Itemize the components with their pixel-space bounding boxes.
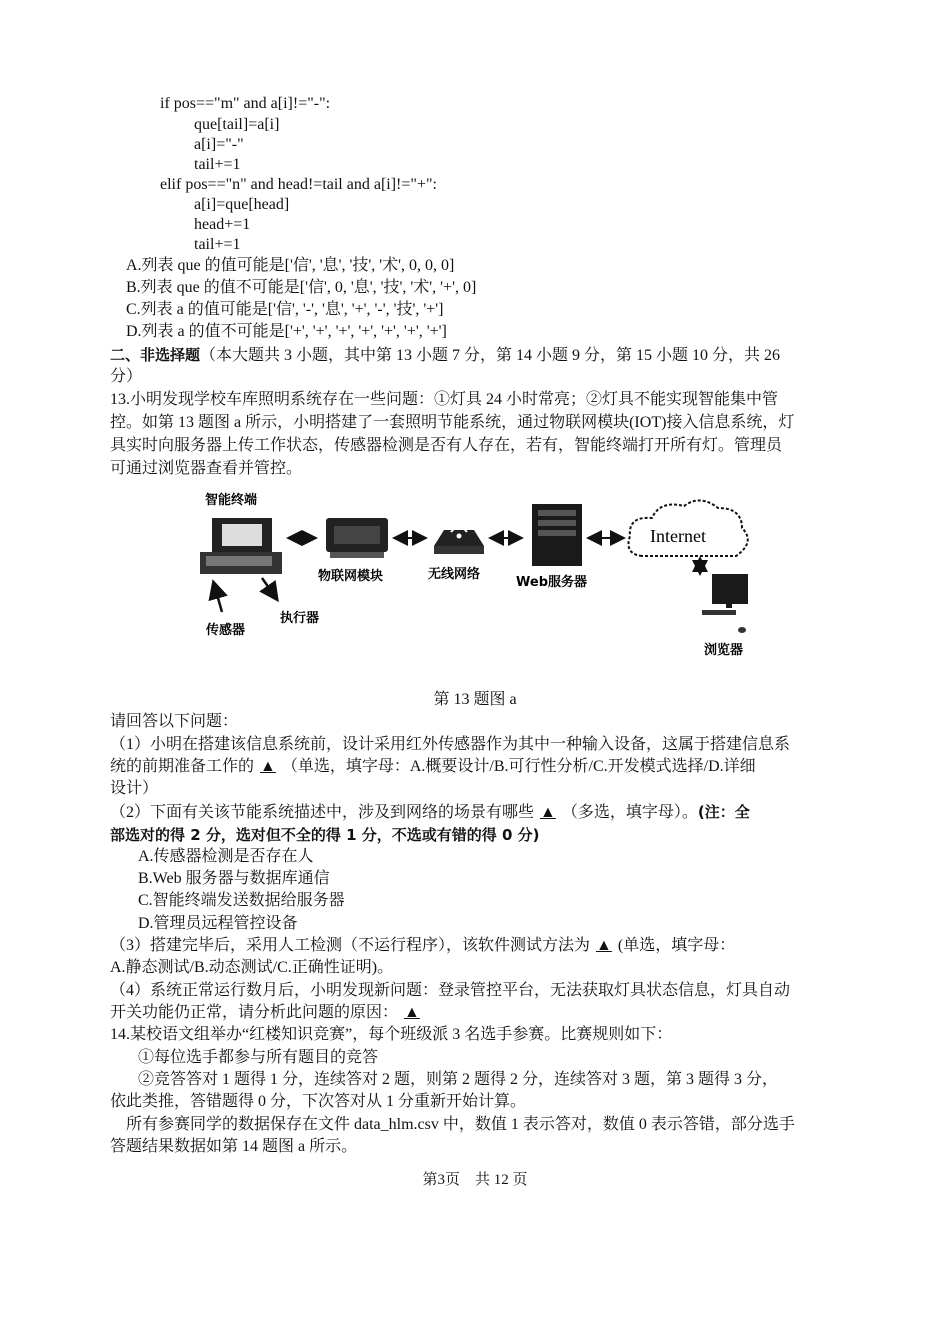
- code-line-7: head+=1: [194, 216, 251, 233]
- code-line-2: que[tail]=a[i]: [194, 116, 280, 133]
- q2-line1: [110, 802, 750, 823]
- q3-text-a: （3）搭建完毕后，采用人工检测（不运行程序），该软件测试方法为: [110, 937, 591, 954]
- sensor-arrow: [214, 584, 222, 612]
- label-wireless: 无线网络: [428, 567, 481, 582]
- label-server: Web服务器: [516, 575, 587, 590]
- q1-line2: [110, 757, 756, 777]
- q2-option-a: A.传感器检测是否存在人: [138, 848, 314, 865]
- q13-intro-3: 具实时向服务器上传工作状态，传感器检测是否有人存在，若有，智能终端打开所有灯。管理员: [110, 437, 783, 454]
- q14-rule2a: ②竞答答对 1 题得 1 分，连续答对 2 题，则第 2 题得 2 分，连续答对 3 题，第 3 题得 3 分，: [138, 1071, 779, 1088]
- q1-line3: 设计）: [110, 780, 159, 797]
- code-line-4: tail+=1: [194, 156, 241, 173]
- code-line-5: elif pos=="n" and head!=tail and a[i]!="+":: [160, 176, 437, 193]
- label-iot: 物联网模块: [318, 569, 384, 584]
- page-footer: 第3页 共 12 页: [422, 1172, 528, 1188]
- q1-text-b: （单选，填字母：A.概要设计/B.可行性分析/C.开发模式选择/D.详细: [281, 758, 756, 775]
- section-title: 二、非选择题: [110, 346, 201, 364]
- q2-text-b: （多选，填字母）。: [561, 804, 698, 821]
- q13-intro-1: 13.小明发现学校车库照明系统存在一些问题：①灯具 24 小时常亮；②灯具不能实现智能集中管: [110, 391, 779, 408]
- figure-caption: 第 13 题图 a: [433, 691, 517, 708]
- q3-text-b: (单选，填字母：: [617, 937, 736, 954]
- q4-line2: [110, 1003, 426, 1023]
- section-desc-2: 分）: [110, 368, 143, 385]
- code-line-6: a[i]=que[head]: [194, 196, 290, 213]
- q4-answer-blank[interactable]: ▲: [404, 1004, 420, 1021]
- actuator-arrow: [262, 578, 276, 598]
- label-internet: Internet: [650, 526, 706, 546]
- iot-module-icon: [326, 518, 388, 558]
- wireless-router-icon: [434, 527, 484, 554]
- q2-option-d: D.管理员远程管控设备: [138, 915, 298, 932]
- q2-option-c: C.智能终端发送数据给服务器: [138, 892, 345, 909]
- option-c: C.列表 a 的值可能是['信', '-', '息', '+', '-', '技', '+']: [126, 301, 444, 318]
- option-b: B.列表 que 的值不可能是['信', 0, '息', '技', '术', '+', 0]: [126, 279, 477, 296]
- q1-text-a: 统的前期准备工作的: [110, 758, 255, 775]
- q14-data1: 所有参赛同学的数据保存在文件 data_hlm.csv 中，数值 1 表示答对，数值 0 表示答错，部分选手: [126, 1116, 795, 1133]
- q13-intro-4: 可通过浏览器查看并管控。: [110, 460, 303, 477]
- code-line-3: a[i]="-": [194, 136, 244, 153]
- section-header: [110, 345, 780, 366]
- web-server-icon: [532, 504, 582, 566]
- q2-text-a: （2）下面有关该节能系统描述中，涉及到网络的场景有哪些: [110, 804, 535, 821]
- q3-answer-blank[interactable]: ▲: [596, 937, 612, 954]
- browser-computer-icon: [702, 574, 748, 633]
- q13-intro-2: 控。如第 13 题图 a 所示，小明搭建了一套照明节能系统，通过物联网模块(IOT)接入信息系统，灯: [110, 414, 795, 431]
- q14-rule1: ①每位选手都参与所有题目的竞答: [138, 1049, 379, 1066]
- q14-line1: 14.某校语文组举办“红楼知识竞赛”，每个班级派 3 名选手参赛。比赛规则如下：: [110, 1026, 673, 1043]
- q2-answer-blank[interactable]: ▲: [540, 804, 556, 821]
- code-line-1: if pos=="m" and a[i]!="-":: [160, 95, 331, 112]
- questions-prompt: 请回答以下问题：: [110, 713, 239, 730]
- section-desc: （本大题共 3 小题，其中第 13 小题 7 分，第 14 小题 9 分，第 15 小题 10 分，共 26: [200, 347, 781, 364]
- label-terminal: 智能终端: [205, 493, 258, 508]
- code-line-8: tail+=1: [194, 236, 241, 253]
- q4-text: 开关功能仍正常，请分析此问题的原因：: [110, 1004, 399, 1021]
- q4-line1: （4）系统正常运行数月后，小明发现新问题：登录管控平台，无法获取灯具状态信息，灯具自动: [110, 982, 791, 999]
- label-sensor: 传感器: [206, 623, 246, 638]
- option-d: D.列表 a 的值不可能是['+', '+', '+', '+', '+', '+', '+']: [126, 323, 447, 340]
- q2-option-b: B.Web 服务器与数据库通信: [138, 870, 330, 887]
- q1-answer-blank[interactable]: ▲: [260, 758, 276, 775]
- label-actuator: 执行器: [280, 611, 320, 626]
- q2-note-line: 部选对的得 2 分，选对但不全的得 1 分，不选或有错的得 0 分): [110, 826, 540, 844]
- label-browser: 浏览器: [704, 643, 744, 658]
- option-a: A.列表 que 的值可能是['信', '息', '技', '术', 0, 0, 0]: [126, 257, 455, 274]
- q3-line1: [110, 936, 735, 956]
- q14-rule2b: 依此类推，答错题得 0 分，下次答对从 1 分重新开始计算。: [110, 1093, 527, 1110]
- terminal-device-icon: [200, 518, 282, 574]
- q14-data2: 答题结果数据如第 14 题图 a 所示。: [110, 1138, 358, 1155]
- q2-note-a: (注：全: [697, 803, 750, 821]
- q1-line1: （1）小明在搭建该信息系统前，设计采用红外传感器作为其中一种输入设备，这属于搭建信息系: [110, 736, 791, 753]
- system-diagram: [0, 480, 950, 680]
- q3-line2: A.静态测试/B.动态测试/C.正确性证明)。: [110, 959, 394, 976]
